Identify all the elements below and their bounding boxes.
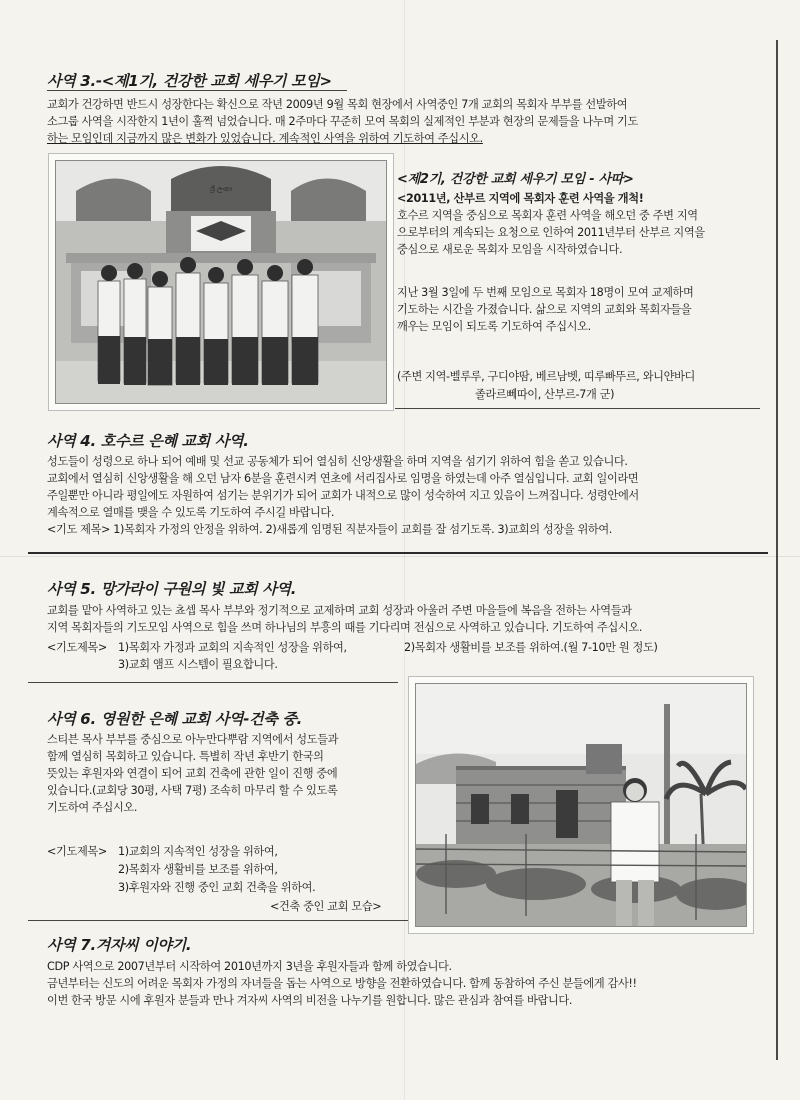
- section3b-line: 으로부터의 계속되는 요청으로 인하여 2011년부터 산부르 지역을: [397, 226, 705, 239]
- section6-prayer-1: 1)교회의 지속적인 성장을 위하여,: [118, 845, 278, 858]
- section3b-line: 기도하는 시간을 가졌습니다. 삶으로 지역의 교회와 목회자들을: [397, 303, 692, 316]
- section6-line: 스티븐 목사 부부를 중심으로 아누만다뿌람 지역에서 성도들과: [47, 733, 339, 746]
- sign-text: ශ්‍රී ලංකා: [209, 185, 233, 193]
- region-list-line2: 졸라르뻬따이, 산부르-7개 군): [475, 388, 615, 401]
- section3-line: 하는 모임인데 지금까지 많은 변화가 있었습니다. 계속적인 사역을 위하여 기도하여 주십시오.: [47, 132, 483, 145]
- region-list-line1: (주변 지역-벨루루, 구디야땀, 베르남벳, 띠루빠뚜르, 와니얀바디: [397, 370, 695, 383]
- section3b-body: [397, 190, 757, 258]
- section4-body: [47, 453, 757, 538]
- section7-line: CDP 사역으로 2007년부터 시작하여 2010년까지 3년을 후원자들과 함께 하였습니다.: [47, 960, 452, 973]
- section5-prayer-3: 3)교회 앰프 시스템이 필요합니다.: [118, 658, 278, 671]
- section3b-body2: [397, 284, 757, 335]
- section4-prayer: <기도 제목> 1)목회자 가정의 안정을 위하여. 2)새롭게 임명된 직분자들이 교회를 잘 섬기도록. 3)교회의 성장을 위하여.: [47, 523, 613, 536]
- section5-line: 지역 목회자들의 기도모임 사역으로 힘을 쓰며 하나님의 부흥의 때를 기다리며 전심으로 사역하고 있습니다. 기도하여 주십시오.: [47, 621, 643, 634]
- page-edge-line: [776, 40, 778, 1060]
- section7-line: 이번 한국 방문 시에 후원자 분들과 만나 겨자씨 사역의 비전을 나누기를 원합니다. 많은 관심과 참여를 바랍니다.: [47, 994, 573, 1007]
- section4-line: 교회에서 열심히 신앙생활을 해 오던 남자 6분을 훈련시켜 연초에 서리집사로 임명을 하였는데 아주 열심입니다. 교회 일이라면: [47, 472, 639, 485]
- section3b-bottom-rule: [395, 408, 760, 409]
- section6-title: 사역 6. 영원한 은혜 교회 사역-건축 중.: [47, 710, 303, 728]
- section3b-headline: <2011년, 산부르 지역에 목회자 훈련 사역을 개척!: [397, 192, 644, 205]
- section3b-title: <제2기, 건강한 교회 세우기 모임 - 사따>: [397, 172, 634, 187]
- section5-bottom-rule: [28, 682, 398, 683]
- church-construction-photo: [415, 683, 747, 927]
- section3b-line: 호수르 지역을 중심으로 목회자 훈련 사역을 해오던 중 주변 지역: [397, 209, 698, 222]
- section7-title: 사역 7.겨자씨 이야기.: [47, 936, 192, 954]
- section3b-line: 깨우는 모임이 되도록 기도하여 주십시오.: [397, 320, 591, 333]
- section7-body: [47, 958, 757, 1009]
- section4-line: 성도들이 성령으로 하나 되어 예배 및 선교 공동체가 되어 열심히 신앙생활을 하며 지역을 섬기기 위하여 힘을 쏟고 있습니다.: [47, 455, 628, 468]
- section5-prayer-2: 2)목회자 생활비를 보조를 위하여.(월 7-10만 원 정도): [404, 641, 658, 654]
- section5-prayer-1: 1)목회자 가정과 교회의 지속적인 성장을 위하여,: [118, 641, 347, 654]
- section6-prayer-2: 2)목회자 생활비를 보조를 위하여,: [118, 863, 278, 876]
- section6-body: [47, 731, 402, 816]
- section5-prayer-label: <기도제목>: [47, 641, 107, 654]
- section3-line: 소그룹 사역을 시작한지 1년이 훌쩍 넘었습니다. 매 2주마다 꾸준히 모여 목회의 실제적인 부분과 현장의 문제들을 나누며 기도: [47, 115, 638, 128]
- section4-bottom-rule: [28, 552, 768, 554]
- section3-body: [47, 96, 747, 147]
- section3b-line: 중심으로 새로운 목회자 모임을 시작하였습니다.: [397, 243, 623, 256]
- section3-title-underline: [47, 90, 347, 91]
- section6-bottom-rule: [28, 920, 408, 921]
- section3-line: 교회가 건강하면 반드시 성장한다는 확신으로 작년 2009년 9월 목회 현장에서 사역중인 7개 교회의 목회자 부부를 선발하여: [47, 98, 628, 111]
- section3b-line: 지난 3월 3일에 두 번째 모임으로 목회자 18명이 모여 교제하며: [397, 286, 694, 299]
- section6-line: 기도하여 주십시오.: [47, 801, 138, 814]
- section6-prayer-3: 3)후원자와 진행 중인 교회 건축을 위하여.: [118, 881, 316, 894]
- section5-title: 사역 5. 망가라이 구원의 빛 교회 사역.: [47, 580, 297, 598]
- section6-line: 뜻있는 후원자와 연결이 되어 교회 건축에 관한 일이 진행 중에: [47, 767, 338, 780]
- section7-line: 금년부터는 신도의 어려운 목회자 가정의 자녀들을 돕는 사역으로 방향을 전환하였습니다. 함께 동참하여 주신 분들에게 감사!!: [47, 977, 637, 990]
- section4-line: 주일뿐만 아니라 평일에도 자원하여 섬기는 분위기가 되어 교회가 내적으로 많이 성숙하여 지고 있음이 느껴집니다. 성령안에서: [47, 489, 639, 502]
- paper-fold-vertical: [404, 0, 405, 1100]
- construction-photo-caption: <건축 중인 교회 모습>: [270, 900, 382, 913]
- section6-line: 있습니다.(교회당 30평, 사택 7평) 조속히 마무리 할 수 있도록: [47, 784, 338, 797]
- church-construction-illustration: [416, 684, 746, 926]
- section4-line: 계속적으로 열매를 맺을 수 있도록 기도하여 주시길 바랍니다.: [47, 506, 335, 519]
- section3-title: 사역 3.-<제1기, 건강한 교회 세우기 모임>: [47, 72, 332, 90]
- section5-body: [47, 602, 757, 636]
- paper-fold: [0, 556, 800, 557]
- section5-line: 교회를 맡아 사역하고 있는 쵸셉 목사 부부와 정기적으로 교제하며 교회 성장과 아울러 주변 마을들에 복음을 전하는 사역들과: [47, 604, 632, 617]
- section6-line: 함께 열심히 목회하고 있습니다. 특별히 작년 후반기 한국의: [47, 750, 324, 763]
- pastors-group-photo: [55, 160, 387, 404]
- pastors-group-illustration: [56, 161, 386, 403]
- section6-prayer-label: <기도제목>: [47, 845, 107, 858]
- section4-title: 사역 4. 호수르 은혜 교회 사역.: [47, 432, 249, 450]
